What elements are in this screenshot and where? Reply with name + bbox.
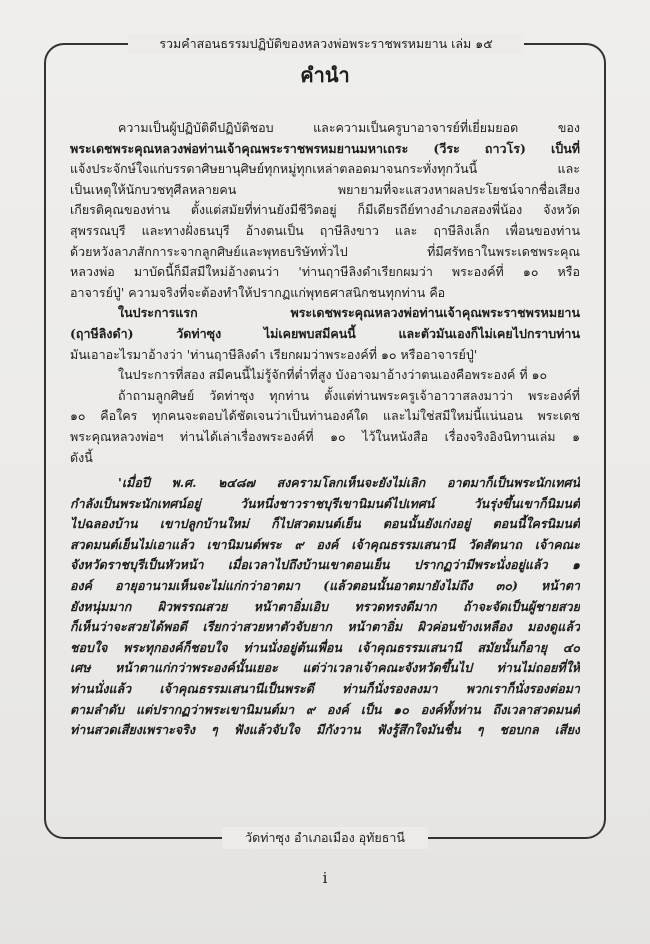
text-line: อาจารย์ปู่' ความจริงที่จะต้องทำให้ปรากฏแก่พุทธศาสนิกชนทุกท่าน คือ — [70, 284, 446, 300]
quoted-paragraph — [70, 473, 580, 741]
text-line: ก็เห็นว่าจะสวยได้พอดี เรียกว่าสวยหาตัวจับยาก หน้าตาอิ่ม ผิวค่อนข้างเหลือง มองดูแล้ว — [70, 619, 580, 635]
text-line: ในประการแรก พระเดชพระคุณหลวงพ่อท่านเจ้าคุณพระราชพรหมยาน — [118, 305, 580, 321]
paragraph — [70, 118, 580, 303]
text-line: ยังหนุ่มมาก ผิวพรรณสวย หน้าตาอิ่มเอิบ ทรวดทรงดีมาก ถ้าจะจัดเป็นผู้ชายสวย — [70, 598, 580, 614]
text-line: กำลังเป็นพระนักเทศน์อยู่ วันหนึ่งชาวราชบุรีเขานิมนต์ไปเทศน์ วันรุ่งขึ้นเขาก็นิมนต์ — [70, 495, 580, 511]
text-line: องค์ อายุอานามเห็นจะไม่แก่กว่าอาตมา (แล้วตอนนั้นอาตมายังไม่ถึง ๓๐) หน้าตา — [70, 578, 580, 594]
text-line: ไปฉลองบ้าน เขาปลูกบ้านใหม่ ก็ไปสวดมนต์เย็น ตอนนั้นยังเก่งอยู่ ตอนนี้ใครนิมนต์ — [70, 516, 580, 532]
text-line: ถ้าถามลูกศิษย์ วัดท่าซุง ทุกท่าน ตั้งแต่ท่านพระครูเจ้าอาวาสลงมาว่า พระองค์ที่ — [118, 387, 580, 403]
text-line: ท่านสวดเสียงเพราะจริง ๆ ฟังแล้วจับใจ มีกังวาน ฟังรู้สึกใจมันชื่น ๆ ชอบกล เสียง — [70, 722, 580, 738]
text-line: สุพรรณบุรี และทางฝั่งธนบุรี อ้างตนเป็น ฤาษีลิงขาว และ ฤาษีลิงเล็ก เพื่อนของท่าน — [70, 222, 580, 238]
text-line: ท่านนั่งแล้ว เจ้าคุณธรรมเสนานีเป็นพระดี ท่านก็นั่งรองลงมา พวกเราก็นั่งรองต่อมา — [70, 681, 580, 697]
text-line: ดังนี้ — [70, 449, 93, 465]
running-footer: วัดท่าซุง อำเภอเมือง อุทัยธานี — [222, 827, 428, 849]
text-line: ๑๐ คือใคร ทุกคนจะตอบได้ชัดเจนว่าเป็นท่านองค์ใด และไม่ใช่สมีใหม่นี้แน่นอน พระเดช — [70, 408, 580, 424]
page-number: i — [322, 869, 328, 887]
text-line: (ฤาษีลิงดำ) วัดท่าซุง ไม่เคยพบสมีคนนี้ และตัวมันเองก็ไม่เคยไปกราบท่าน — [70, 325, 580, 341]
text-line: มันเอาอะไรมาอ้างว่า 'ท่านฤาษีลิงดำ เรียกผมว่าพระองค์ที่ ๑๐ หรืออาจารย์ปู่' — [70, 346, 478, 362]
page-title: คำนำ — [300, 63, 350, 87]
paragraph — [70, 386, 580, 468]
text-line: ด้วยหวังลาภสักการะจากลูกศิษย์และพุทธบริษัททั่วไป ที่มีศรัทธาในพระเดชพระคุณ — [70, 243, 580, 259]
paragraph — [70, 365, 580, 386]
text-line: ในประการที่สอง สมีคนนี้ไม่รู้จักที่ต่ำที่สูง บังอาจมาอ้างว่าตนเองคือพระองค์ ที่ ๑๐ — [118, 367, 548, 383]
document-body — [70, 118, 580, 741]
text-line: เป็นเหตุให้นักบวชทุศีลหลายคน พยายามที่จะแสวงหาผลประโยชน์จากชื่อเสียง — [70, 181, 580, 197]
text-line: แจ้งประจักษ์ใจแก่บรรดาศิษยานุศิษย์ทุกหมู่ทุกเหล่าตลอดมาจนกระทั่งทุกวันนี้ และ — [70, 161, 580, 177]
text-line: พระคุณหลวงพ่อฯ ท่านได้เล่าเรื่องพระองค์ที่ ๑๐ ไว้ในหนังสือ เรื่องจริงอิงนิทานเล่ม ๑ — [70, 428, 580, 444]
text-line: เศษ หน้าตาแก่กว่าพระองค์นั้นเยอะ แต่ว่าเวลาเจ้าคณะจังหวัดขึ้นไป ท่านไม่ถอยที่ให้ — [70, 660, 580, 676]
text-line: ชอบใจ พระทุกองค์ก็ชอบใจ ท่านนั่งอยู่ต้นเพื่อน เจ้าคุณธรรมเสนานี สมัยนั้นก็อายุ ๔๐ — [70, 639, 580, 655]
text-line: หลวงพ่อ มาบัดนี้ก็มีสมีใหม่อ้างตนว่า 'ท่านฤาษีลิงดำเรียกผมว่า พระองค์ที่ ๑๐ หรือ — [70, 264, 580, 280]
text-line: พระเดชพระคุณหลวงพ่อท่านเจ้าคุณพระราชพรหมยานมหาเถระ (วีระ ถาวโร) เป็นที่ — [70, 140, 580, 156]
text-line: เกียรติคุณของท่าน ตั้งแต่สมัยที่ท่านยังมีชีวิตอยู่ ก็มีเดียรถีย์ทางอำเภอสองพี่น้อง จังหวัด — [70, 202, 580, 218]
text-line: ความเป็นผู้ปฏิบัติดีปฏิบัติชอบ และความเป็นครูบาอาจารย์ที่เยี่ยมยอด ของ — [118, 120, 580, 135]
text-line: 'เมื่อปี พ.ศ. ๒๔๘๗ สงครามโลกเห็นจะยังไม่เลิก อาตมาก็เป็นพระนักเทศน์ — [118, 475, 580, 491]
text-line: ตามลำดับ แต่ปรากฏว่าพระเขานิมนต์มา ๙ องค์ เป็น ๑๐ องค์ทั้งท่าน ถึงเวลาสวดมนต์ — [70, 701, 580, 717]
text-line: จังหวัดราชบุรีเป็นหัวหน้า เมื่อเวลาไปถึงบ้านเขาตอนเย็น ปรากฏว่ามีพระนั่งอยู่แล้ว ๑ — [70, 557, 580, 573]
text-line: สวดมนต์เย็นไม่เอาแล้ว เขานิมนต์พระ ๙ องค์ เจ้าคุณธรรมเสนานี วัดสัตนาถ เจ้าคณะ — [70, 536, 580, 552]
paragraph — [70, 303, 580, 365]
running-header: รวมคำสอนธรรมปฏิบัติของหลวงพ่อพระราชพรหมยาน เล่ม ๑๕ — [128, 34, 524, 54]
